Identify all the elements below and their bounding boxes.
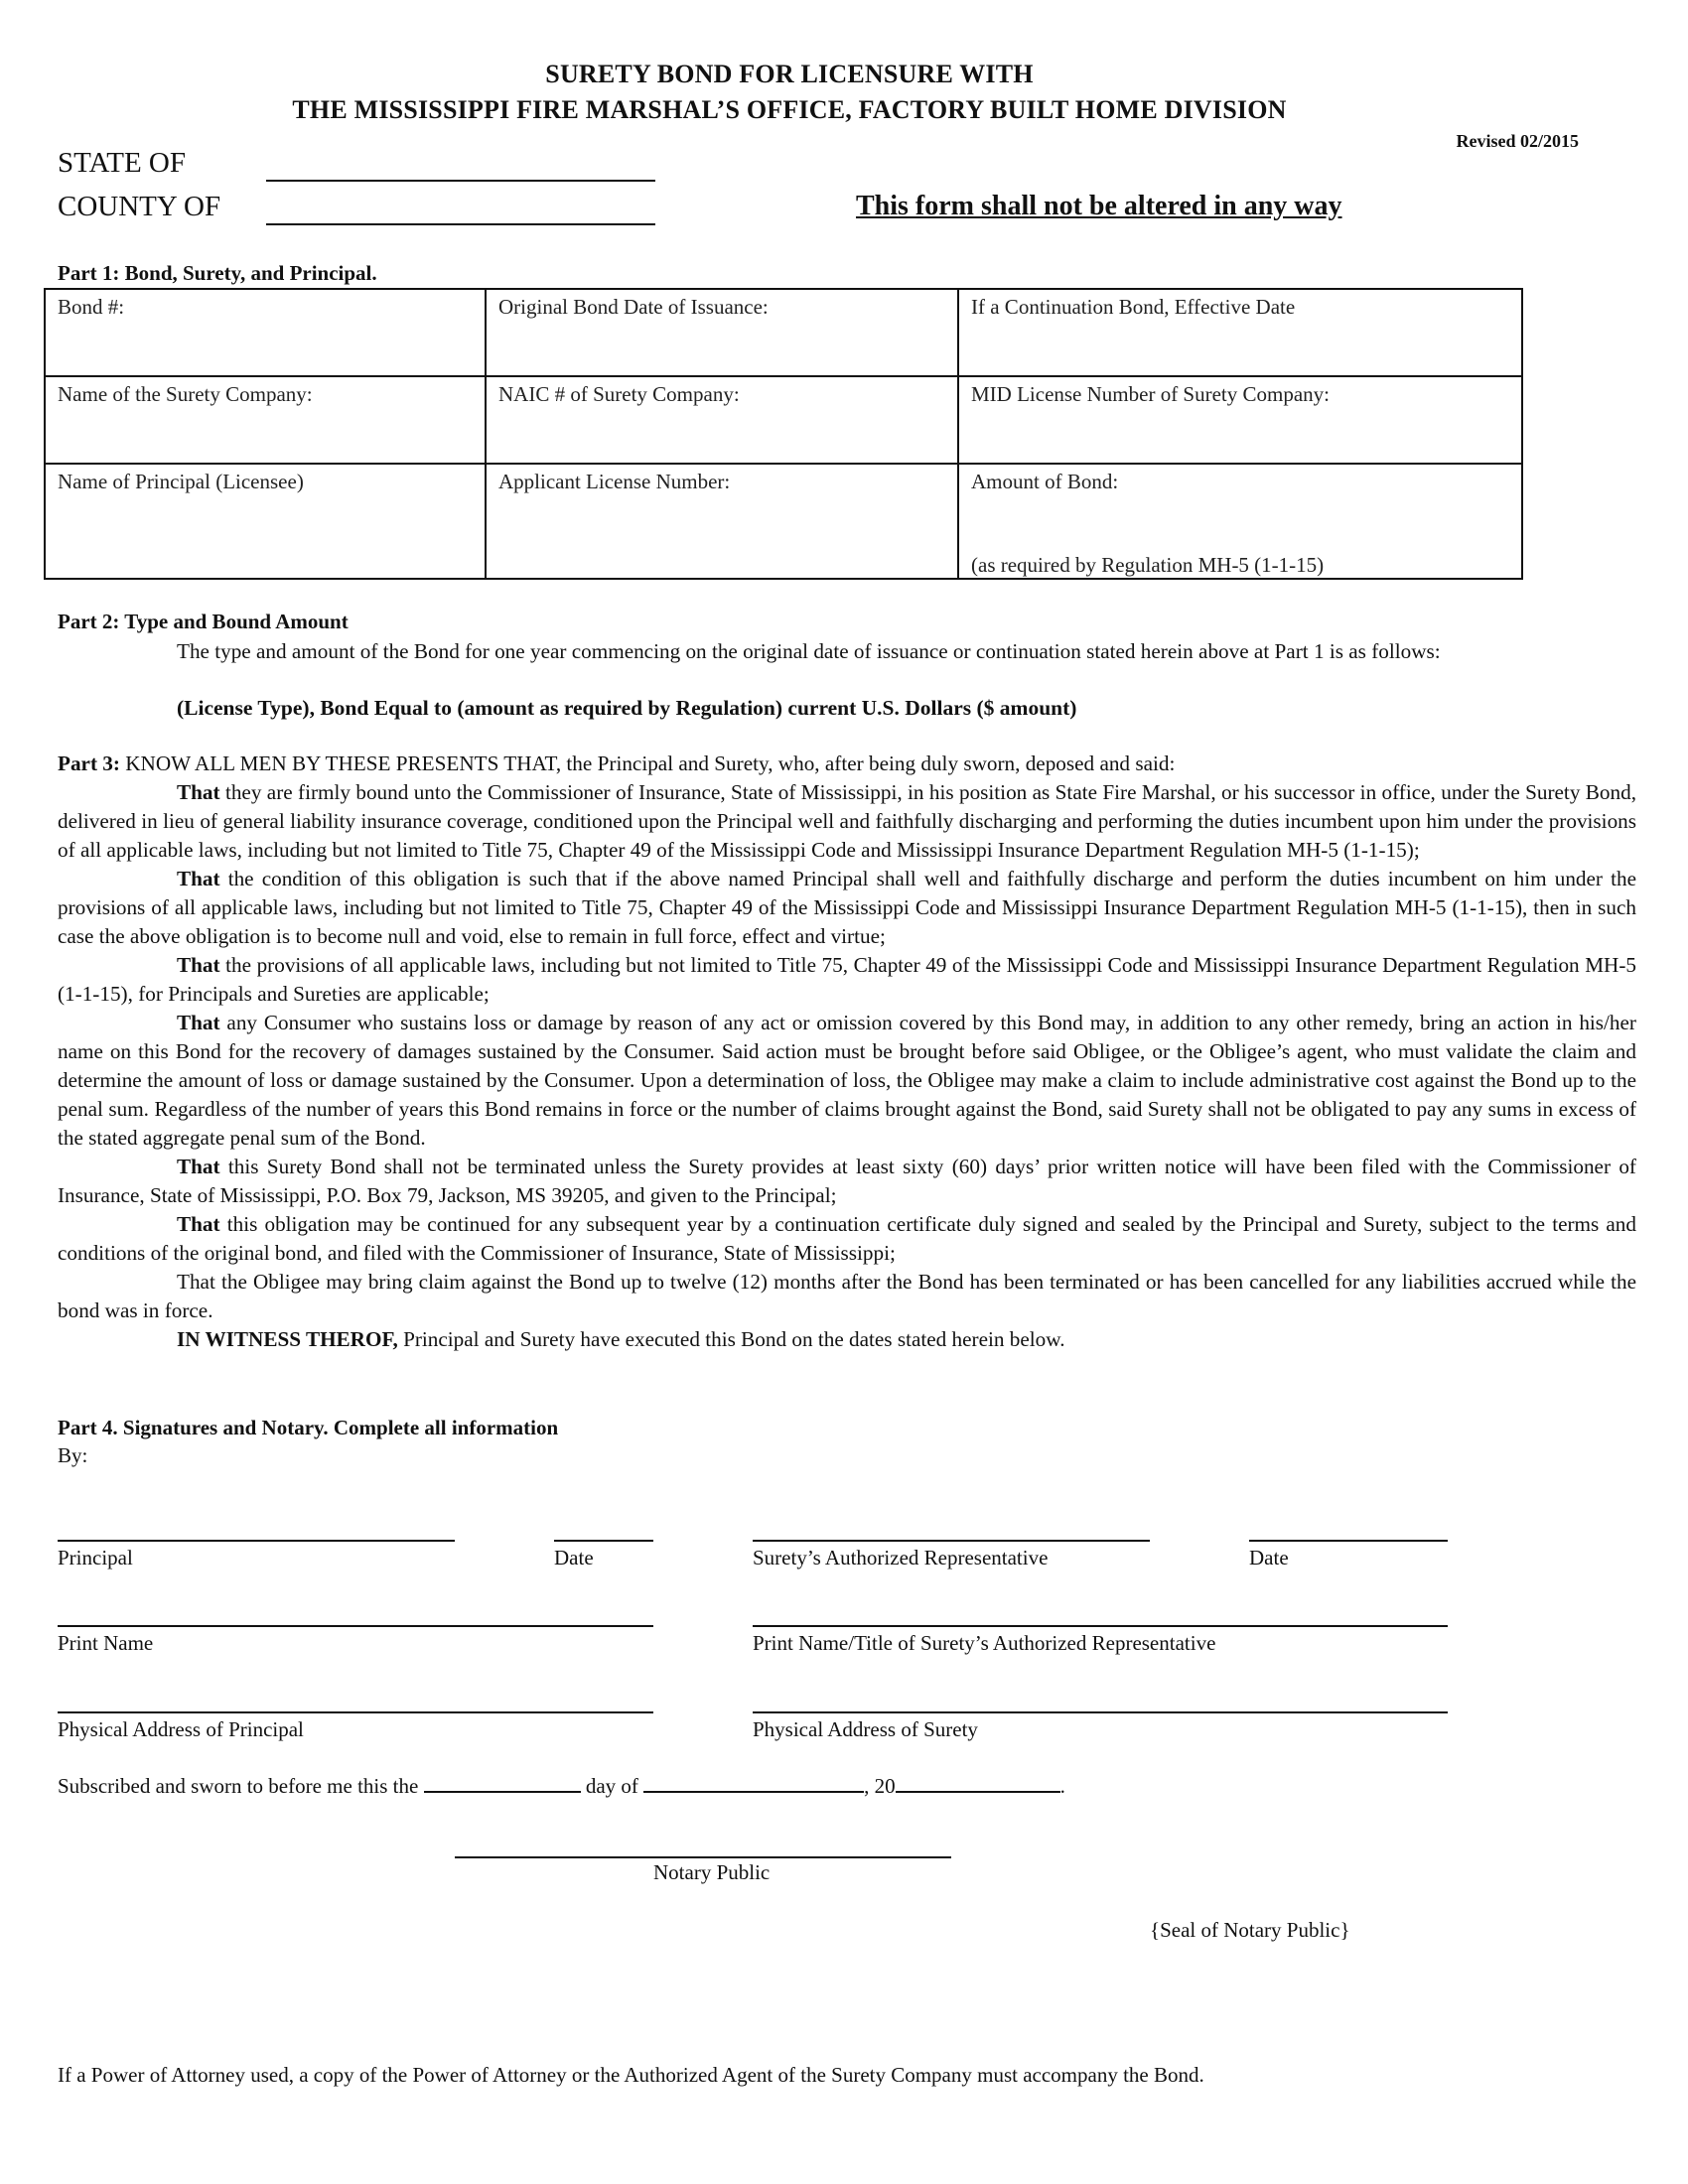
original-issue-date-cell[interactable]: Original Bond Date of Issuance:: [486, 289, 958, 376]
part2-text: The type and amount of the Bond for one year commencing on the original date of issuance or continuation stated herein above at Part 1 is as follows:: [177, 639, 1441, 663]
state-field[interactable]: [266, 180, 655, 182]
principal-date-label: Date: [554, 1546, 594, 1570]
print-name-label: Print Name: [58, 1631, 154, 1655]
bond-number-cell[interactable]: Bond #:: [45, 289, 486, 376]
power-of-attorney-note: If a Power of Attorney used, a copy of the Power of Attorney or the Authorized Agent of the Surety Company must accompany the Bond.: [58, 2063, 1204, 2087]
surety-signature-line[interactable]: [753, 1540, 1150, 1542]
surety-date-line[interactable]: [1249, 1540, 1448, 1542]
part3-lead: Part 3: KNOW ALL MEN BY THESE PRESENTS THAT, the Principal and Surety, who, after being duly sworn, deposed and said:: [58, 751, 1176, 775]
county-field[interactable]: [266, 223, 655, 225]
mid-license-cell[interactable]: MID License Number of Surety Company:: [958, 376, 1522, 464]
part2-heading: Part 2: Type and Bound Amount: [58, 610, 349, 633]
part3-witness: IN WITNESS THEROF, Principal and Surety have executed this Bond on the dates stated herein below.: [177, 1327, 1065, 1351]
bond-info-table: [44, 288, 1523, 580]
county-label: COUNTY OF: [58, 191, 221, 222]
continuation-date-cell[interactable]: If a Continuation Bond, Effective Date: [958, 289, 1522, 376]
sworn-day-field[interactable]: [424, 1773, 581, 1793]
surety-company-name-cell[interactable]: Name of the Surety Company:: [45, 376, 486, 464]
principal-name-cell[interactable]: Name of Principal (Licensee): [45, 464, 486, 579]
principal-address-line[interactable]: [58, 1711, 653, 1713]
part3-clause-3: That the provisions of all applicable laws, including but not limited to Title 75, Chapter 49 of the Mississippi Code and Mississippi Insurance Department Regulation MH-5 (1-1-15), for Principals and Sureties are applicable;: [58, 953, 1636, 1006]
naic-number-cell[interactable]: NAIC # of Surety Company:: [486, 376, 958, 464]
notary-label: Notary Public: [653, 1860, 771, 1884]
by-label: By:: [58, 1443, 88, 1467]
revision-date: Revised 02/2015: [1456, 131, 1579, 151]
part3-clause-6: That this obligation may be continued for any subsequent year by a continuation certificate duly signed and sealed by the Principal and Surety, subject to the terms and conditions of the original bond, and filed with the Commissioner of Insurance, State of Mississippi;: [58, 1212, 1636, 1265]
no-alteration-notice: This form shall not be altered in any way: [856, 191, 1342, 221]
part3-clause-2: That the condition of this obligation is such that if the above named Principal shall well and faithfully discharge and perform the duties incumbent on him under the provisions of all applicable laws, including but not limited to Title 75, Chapter 49 of the Mississippi Code and Mississippi Insurance Department Regulation MH-5 (1-1-15), then in such case the above obligation is to become null and void, else to remain in full force, effect and virtue;: [58, 867, 1636, 948]
part3-clause-5: That this Surety Bond shall not be terminated unless the Surety provides at least sixty (60) days’ prior written notice will have been filed with the Commissioner of Insurance, State of Mississippi, P.O. Box 79, Jackson, MS 39205, and given to the Principal;: [58, 1155, 1636, 1207]
surety-date-label: Date: [1249, 1546, 1289, 1570]
part3-clause-7: That the Obligee may bring claim against the Bond up to twelve (12) months after the Bond has been terminated or has been cancelled for any liabilities accrued while the bond was in force.: [58, 1270, 1636, 1322]
principal-label: Principal: [58, 1546, 133, 1570]
part3-clause-1: That they are firmly bound unto the Commissioner of Insurance, State of Mississippi, in his position as State Fire Marshal, or his successor in office, under the Surety Bond, delivered in lieu of general liability insurance coverage, conditioned upon the Principal well and faithfully discharging and performing the duties incumbent upon him under the provisions of all applicable laws, including but not limited to Title 75, Chapter 49 of the Mississippi Code and Mississippi Insurance Department Regulation MH-5 (1-1-15);: [58, 780, 1636, 862]
principal-address-label: Physical Address of Principal: [58, 1717, 304, 1741]
bond-amount-note: (as required by Regulation MH-5 (1-1-15): [971, 553, 1325, 577]
state-label: STATE OF: [58, 147, 186, 179]
bond-amount-cell[interactable]: Amount of Bond: (as required by Regulation MH-5 (1-1-15): [958, 464, 1522, 579]
principal-print-name-line[interactable]: [58, 1625, 653, 1627]
notary-seal-label: {Seal of Notary Public}: [1150, 1918, 1350, 1942]
form-title-line1: SURETY BOND FOR LICENSURE WITH: [545, 60, 1034, 88]
sworn-year-field[interactable]: [896, 1773, 1060, 1793]
part4-heading: Part 4. Signatures and Notary. Complete all information: [58, 1416, 559, 1439]
surety-rep-label: Surety’s Authorized Representative: [753, 1546, 1049, 1570]
surety-address-label: Physical Address of Surety: [753, 1717, 978, 1741]
part2-bond-line: (License Type), Bond Equal to (amount as required by Regulation) current U.S. Dollars ($ amount): [177, 696, 1077, 720]
part1-heading: Part 1: Bond, Surety, and Principal.: [58, 261, 377, 285]
surety-print-name-label: Print Name/Title of Surety’s Authorized Representative: [753, 1631, 1216, 1655]
sworn-month-field[interactable]: [643, 1773, 864, 1793]
notary-signature-line[interactable]: [455, 1856, 951, 1858]
part3-body: [58, 750, 1636, 1354]
surety-address-line[interactable]: [753, 1711, 1448, 1713]
applicant-license-cell[interactable]: Applicant License Number:: [486, 464, 958, 579]
surety-print-name-line[interactable]: [753, 1625, 1448, 1627]
form-title-line2: THE MISSISSIPPI FIRE MARSHAL’S OFFICE, FACTORY BUILT HOME DIVISION: [292, 95, 1287, 124]
sworn-statement: Subscribed and sworn to before me this the day of , 20 .: [58, 1774, 1065, 1798]
principal-signature-line[interactable]: [58, 1540, 455, 1542]
principal-date-line[interactable]: [554, 1540, 653, 1542]
part3-clause-4: That any Consumer who sustains loss or damage by reason of any act or omission covered by this Bond may, in addition to any other remedy, bring an action in his/her name on this Bond for the recovery of damages sustained by the Consumer. Said action must be brought before said Obligee, or the Obligee’s agent, who must validate the claim and determine the amount of loss or damage sustained by the Consumer. Upon a determination of loss, the Obligee may make a claim to include administrative cost against the Bond up to the penal sum. Regardless of the number of years this Bond remains in force or the number of claims brought against the Bond, said Surety shall not be obligated to pay any sums in excess of the stated aggregate penal sum of the Bond.: [58, 1011, 1636, 1150]
